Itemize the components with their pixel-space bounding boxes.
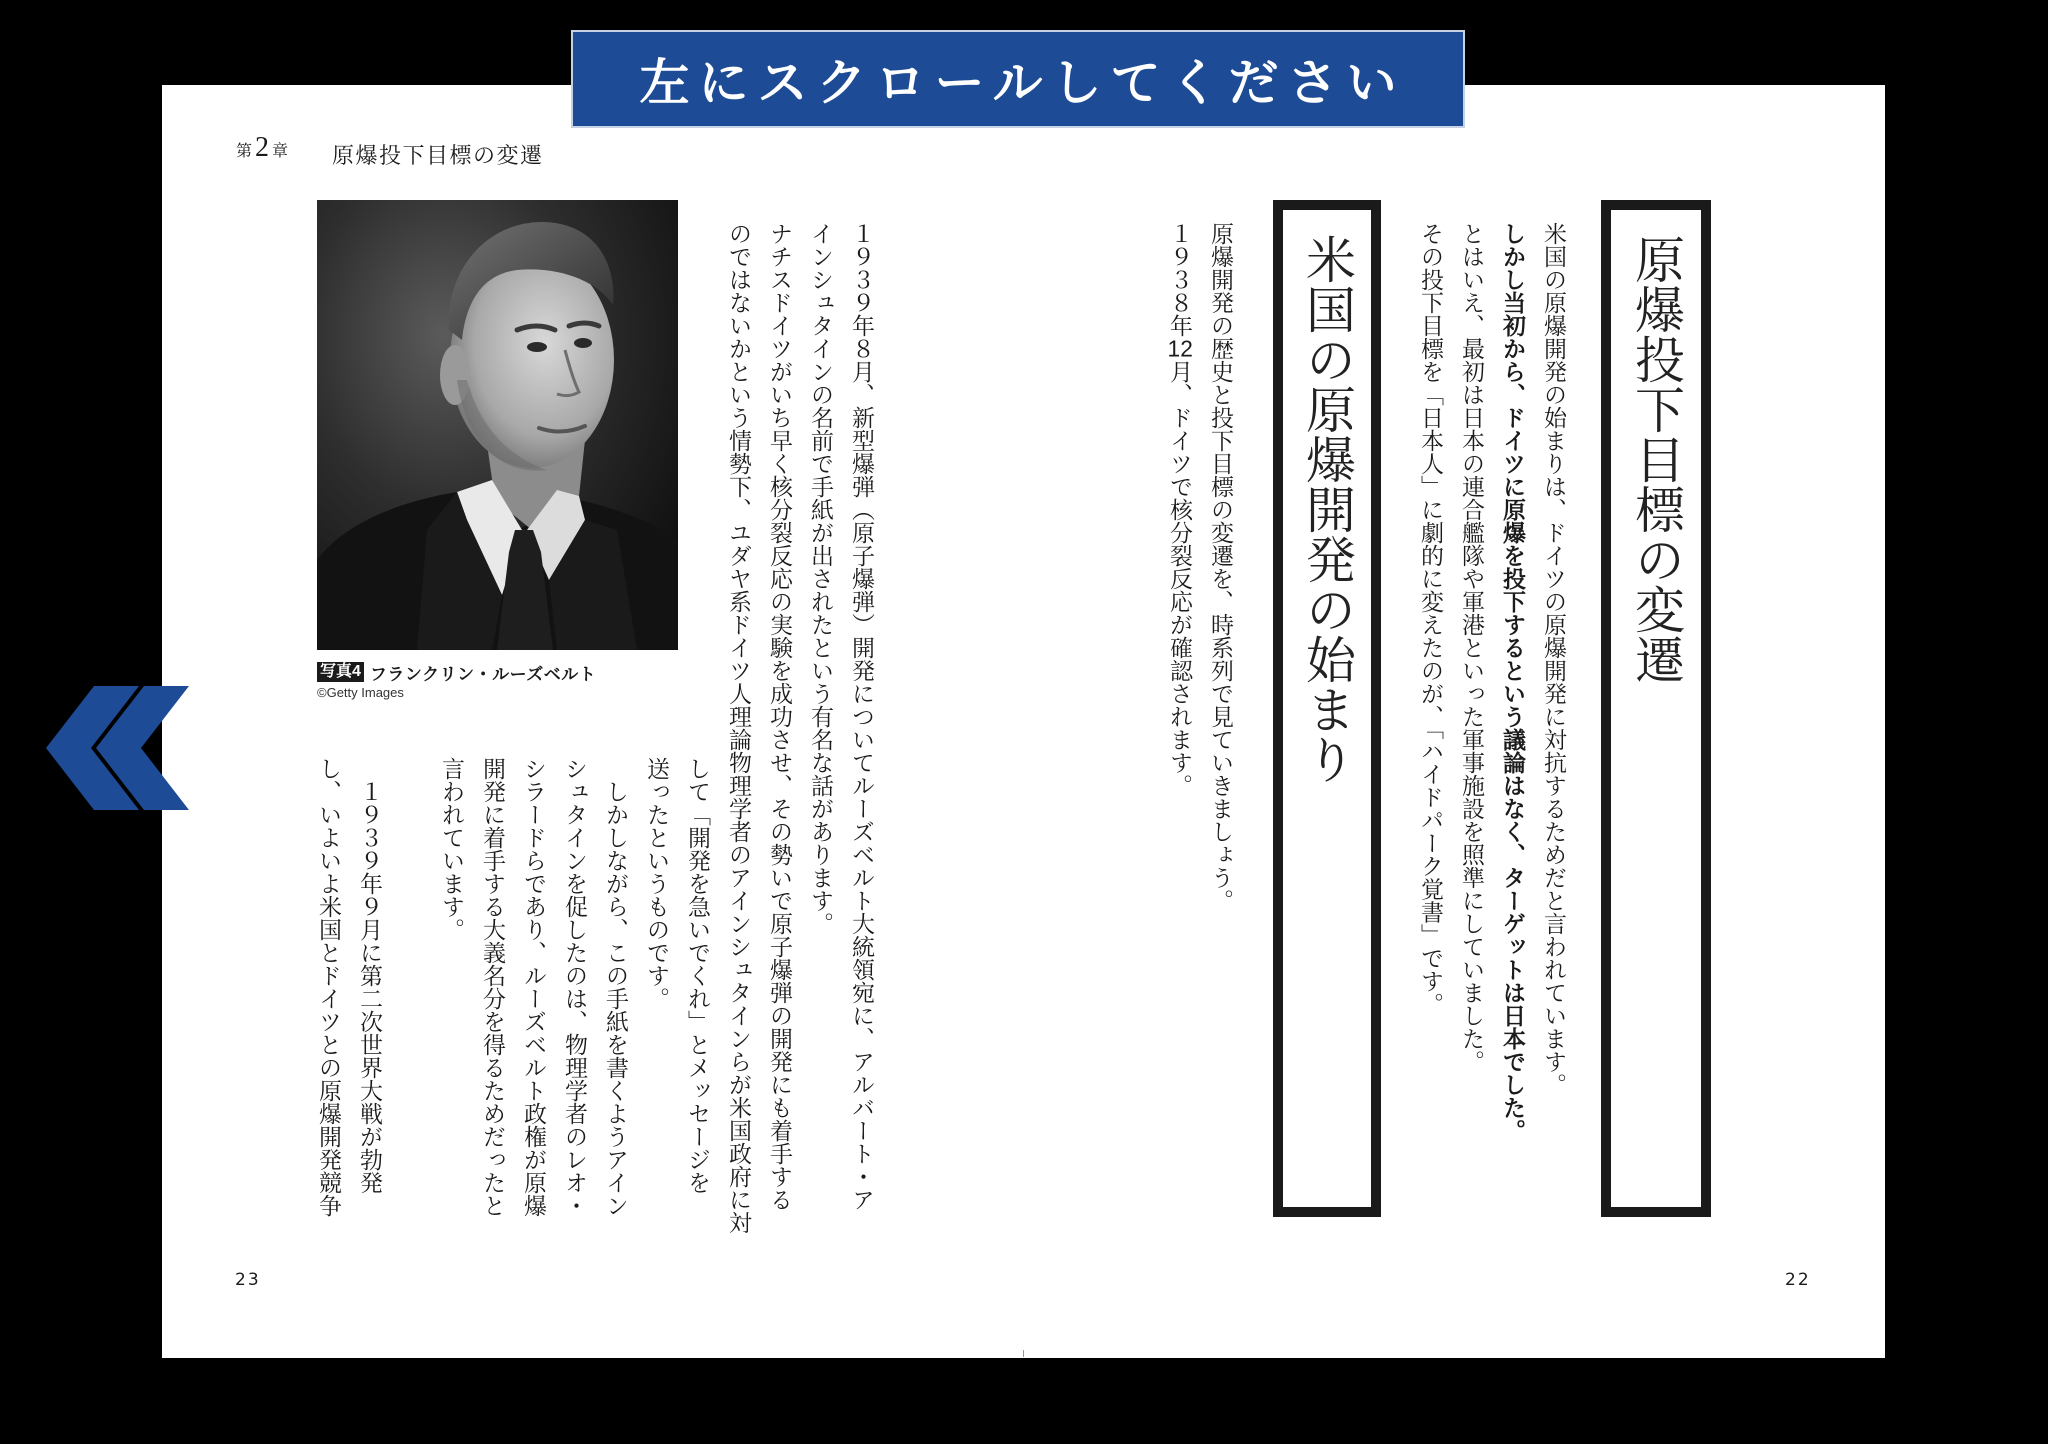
- photo-credit: ©Getty Images: [317, 685, 404, 700]
- body-line: インシュタインの名前で手紙が出されたという有名な話があります。: [808, 222, 834, 935]
- body-line: シラードらであり、ルーズベルト政権が原爆: [521, 757, 547, 1217]
- section-heading-frame: [1273, 200, 1381, 1217]
- tcy-number: 12: [1167, 337, 1193, 360]
- photo-caption: [317, 661, 596, 683]
- body-line: しかしながら、この手紙を書くようアイン: [603, 780, 629, 1217]
- chapter-prefix: 第: [236, 143, 253, 160]
- chapter-number: 2: [255, 132, 270, 163]
- body-line: シュタインを促したのは、物理学者のレオ・: [562, 757, 588, 1217]
- body-line: １９３９年８月、新型爆弾（原子爆弾）開発についてルーズベルト大統領宛に、アルバート・ア: [849, 222, 875, 1211]
- portrait-photo: [317, 200, 678, 650]
- section-line: １９３８年12月、ドイツで核分裂反応が確認されます。: [1167, 222, 1193, 797]
- body-line: して「開発を急いでくれ」とメッセージを: [685, 757, 711, 1194]
- page-title-frame: [1601, 200, 1711, 1217]
- body-line: し、いよいよ米国とドイツとの原爆開発競争: [316, 757, 342, 1217]
- body-line: １９３９年９月に第二次世界大戦が勃発: [357, 780, 383, 1194]
- intro-line-emphasis: しかし当初から、ドイツに原爆を投下するという議論はなく、ターゲットは日本でした。: [1500, 222, 1526, 1142]
- body-line: ナチスドイツがいち早く核分裂反応の実験を成功させ、その勢いで原子爆弾の開発にも着手する: [767, 222, 793, 1211]
- intro-line: とはいえ、最初は日本の連合艦隊や軍港といった軍事施設を照準にしていました。: [1459, 222, 1485, 1073]
- page-title: 原爆投下目標の変遷: [1628, 234, 1684, 684]
- intro-line: 米国の原爆開発の始まりは、ドイツの原爆開発に対抗するためだと言われています。: [1541, 222, 1567, 1096]
- photo-caption-text: フランクリン・ルーズベルト: [369, 664, 597, 684]
- body-line: 開発に着手する大義名分を得るためだったと: [480, 757, 506, 1217]
- body-line: のではないかという情勢下、ユダヤ系ドイツ人理論物理学者のアインシュタインらが米国政府に対: [726, 222, 752, 1234]
- chapter-label: [236, 132, 288, 164]
- chapter-suffix: 章: [272, 143, 289, 160]
- scroll-instruction-banner: [571, 30, 1465, 128]
- body-line: 送ったというものです。: [644, 757, 670, 1010]
- intro-line: その投下目標を「日本人」に劇的に変えたのが、「ハイドパーク覚書」です。: [1418, 222, 1444, 1016]
- section-heading: 米国の原爆開発の始まり: [1299, 234, 1355, 784]
- gutter-mark: [1023, 1350, 1024, 1357]
- banner-text: 左にスクロールしてください: [639, 55, 1406, 111]
- section-line: 原爆開発の歴史と投下目標の変遷を、時系列で見ていきましょう。: [1208, 222, 1234, 912]
- photo-label: 写真4: [317, 662, 364, 682]
- page-number-left: 23: [235, 1270, 261, 1290]
- page-number-right: 22: [1785, 1270, 1811, 1290]
- body-line: 言われています。: [439, 757, 465, 941]
- running-head-title: 原爆投下目標の変遷: [332, 143, 544, 168]
- double-chevron-left-icon[interactable]: [46, 686, 189, 810]
